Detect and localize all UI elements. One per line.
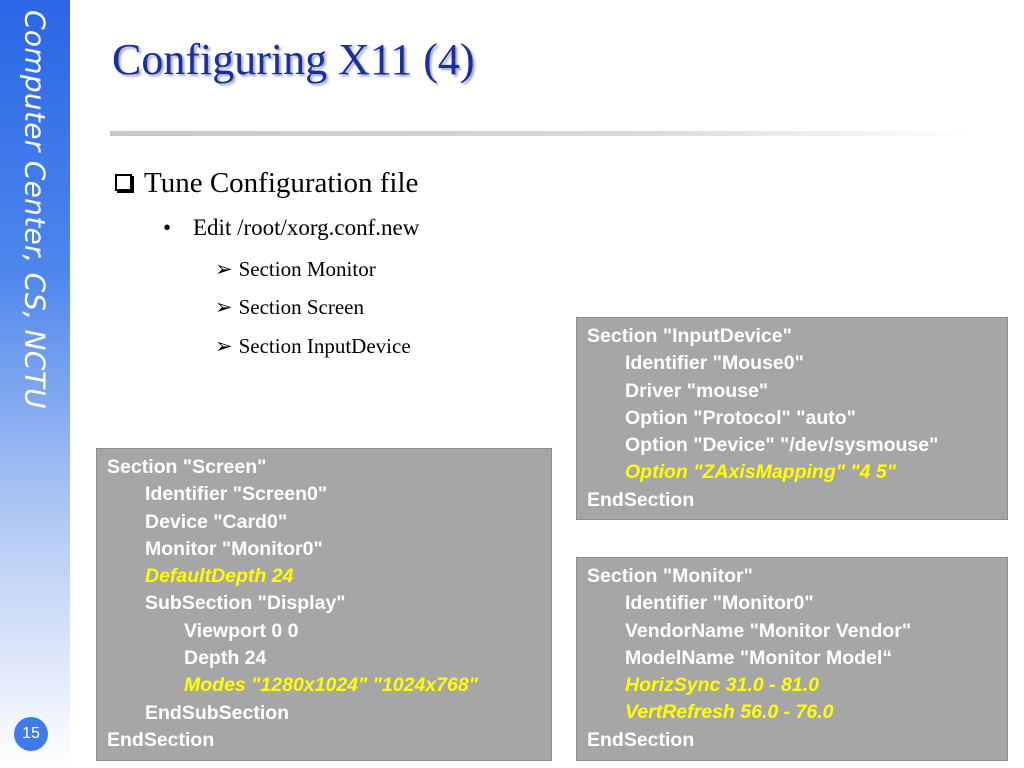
bullet-level3-item [215, 257, 376, 282]
screen-code-box [96, 448, 552, 761]
code-line-highlighted: DefaultDepth 24 [145, 565, 294, 588]
code-line: Identifier "Monitor0" [625, 592, 814, 615]
bullet-level3-item [215, 295, 364, 320]
bullet-level2-text: Edit /root/xorg.conf.new [193, 215, 420, 240]
bullet-level3-text: Section Monitor [238, 257, 376, 281]
code-line-highlighted: Option "ZAxisMapping" "4 5" [625, 461, 896, 484]
slide-title: Configuring X11 (4) [112, 35, 475, 84]
code-line: Section "InputDevice" [587, 325, 792, 347]
page-number-badge: 15 [14, 717, 48, 751]
code-line: Monitor "Monitor0" [145, 537, 323, 560]
code-line: Viewport 0 0 [184, 619, 299, 642]
code-line: Section "Screen" [107, 456, 267, 478]
code-line: EndSubSection [145, 701, 290, 724]
code-line: Identifier "Mouse0" [625, 352, 804, 375]
code-line: Option "Protocol" "auto" [625, 406, 856, 429]
bullet-level3-text: Section InputDevice [238, 334, 411, 358]
code-line: Depth 24 [184, 647, 267, 670]
bullet-level3-item [215, 334, 411, 359]
monitor-code-box [576, 557, 1008, 761]
code-line-highlighted: Modes "1280x1024" "1024x768" [184, 674, 478, 697]
arrow-right-icon: ➢ [215, 257, 233, 281]
bullet-level3-text: Section Screen [238, 295, 364, 319]
dot-icon: • [163, 215, 172, 240]
code-line: Driver "mouse" [625, 379, 769, 402]
sidebar-org-label: Computer Center, CS, NCTU [18, 10, 52, 409]
code-line: EndSection [587, 488, 695, 511]
bullet-level2 [163, 215, 419, 241]
title-divider [110, 131, 970, 136]
code-line: VendorName "Monitor Vendor" [625, 619, 912, 642]
hollow-square-icon [115, 174, 132, 191]
code-line: EndSection [587, 728, 695, 751]
arrow-right-icon: ➢ [215, 334, 233, 358]
inputdevice-code-box [576, 317, 1008, 520]
sidebar [0, 0, 70, 768]
code-line: ModelName "Monitor Model“ [625, 646, 893, 669]
code-line: Device "Card0" [145, 510, 288, 533]
bullet-level1 [115, 167, 418, 200]
code-line: Identifier "Screen0" [145, 483, 328, 506]
code-line-highlighted: VertRefresh 56.0 - 76.0 [625, 701, 834, 724]
arrow-right-icon: ➢ [215, 295, 233, 319]
code-line: Section "Monitor" [587, 565, 753, 587]
bullet-level1-text: Tune Configuration file [144, 167, 419, 199]
code-line: SubSection "Display" [145, 592, 346, 615]
code-line-highlighted: HorizSync 31.0 - 81.0 [625, 674, 820, 697]
code-line: EndSection [107, 728, 215, 751]
code-line: Option "Device" "/dev/sysmouse" [625, 434, 939, 457]
